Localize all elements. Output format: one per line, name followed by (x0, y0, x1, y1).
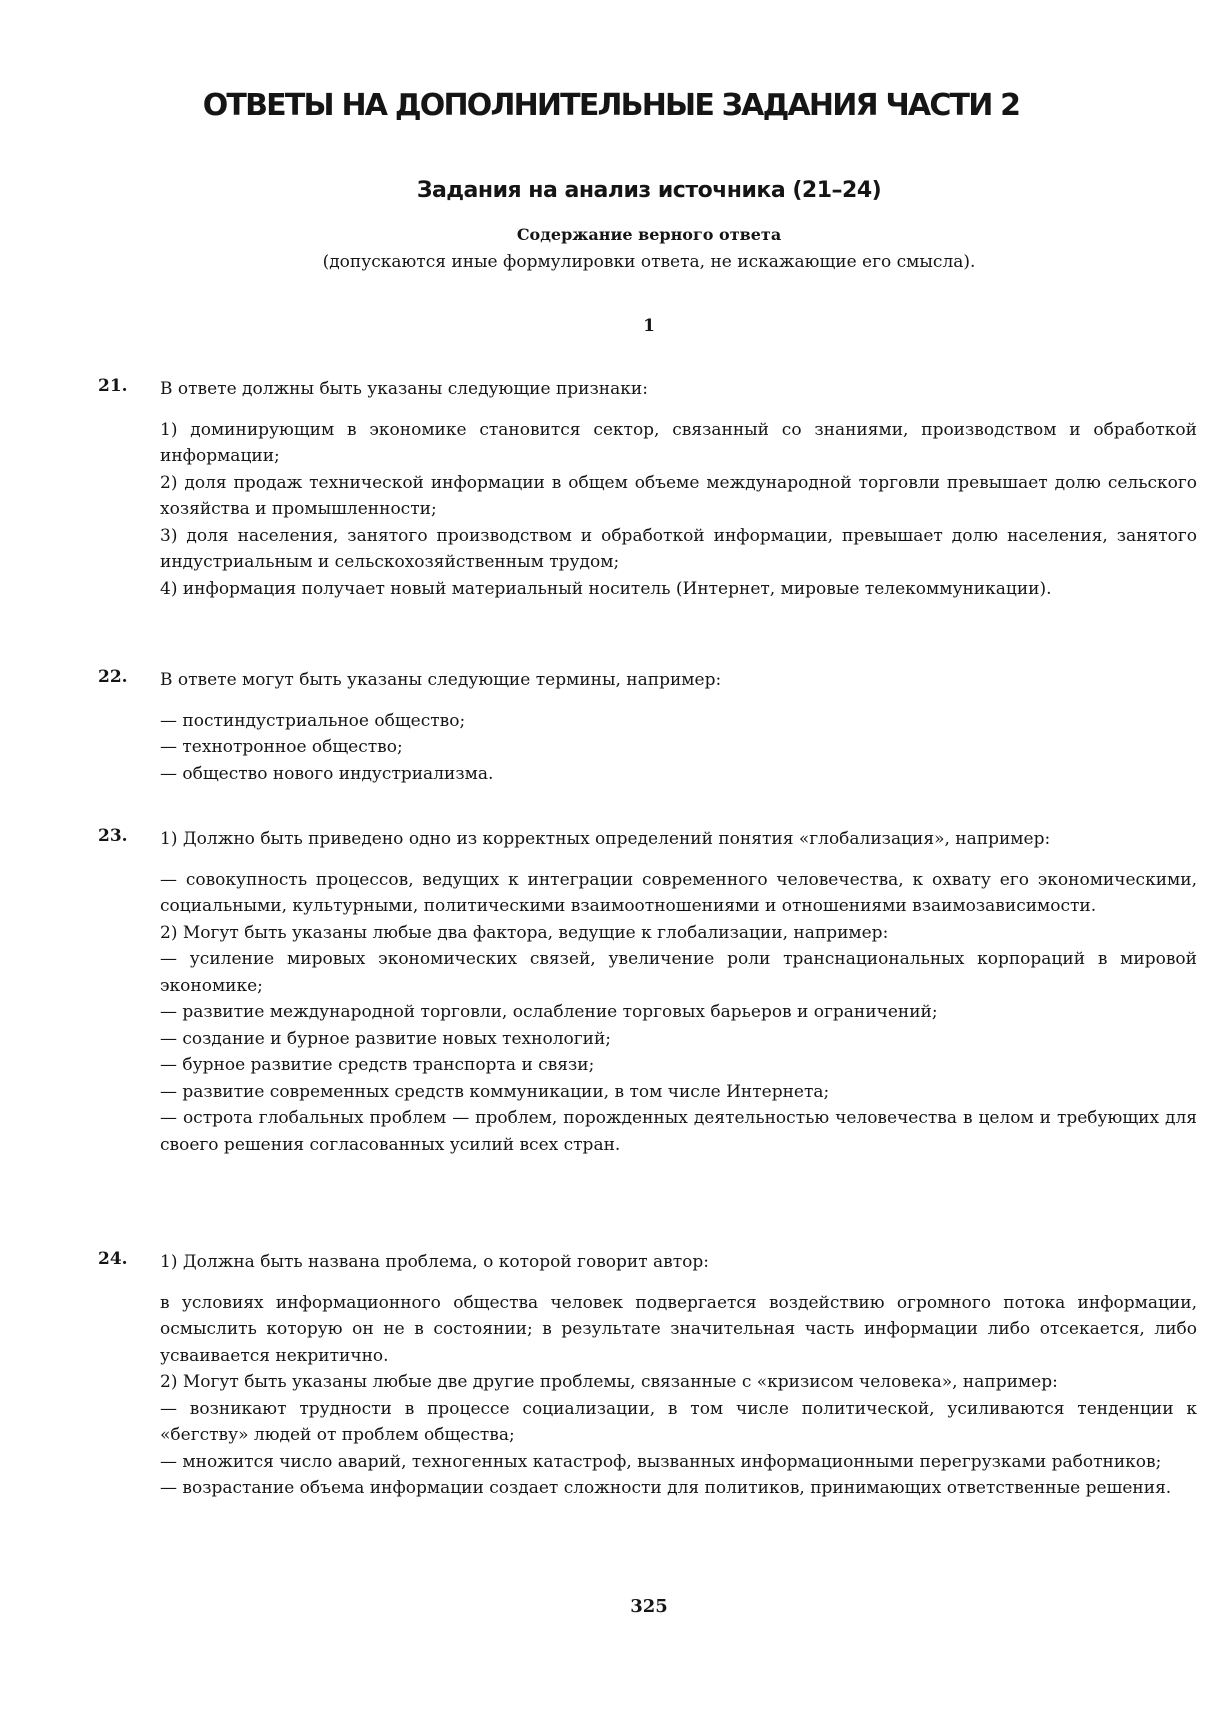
answer-line: 1) Должно быть приведено одно из корректных определений понятия «глобализация», например: (160, 829, 1051, 849)
answer-line: — бурное развитие средств транспорта и связи; (160, 1055, 595, 1075)
answer-line: в условиях информационного общества человек подвергается воздействию огромного потока информации, осмыслить которую он не в состоянии; в результате значительная часть информации либо отсекается, либо усваивается некритично. (160, 1292, 1197, 1366)
question-number-23: 23. (98, 826, 128, 846)
page-number: 325 (630, 1596, 668, 1617)
answer-line: — множится число аварий, техногенных катастроф, вызванных информационными перегрузками работников; (160, 1451, 1162, 1472)
answer-line: 2) Могут быть указаны любые две другие проблемы, связанные с «кризисом человека», например: (160, 1372, 1058, 1392)
answer-line: В ответе должны быть указаны следующие признаки: (160, 379, 648, 399)
answer-22 (160, 667, 1197, 787)
answer-24 (160, 1249, 1197, 1502)
section-subtitle: Задания на анализ источника (21–24) (416, 178, 882, 203)
answer-line: — усиление мировых экономических связей, увеличение роли транснациональных корпораций в мировой экономике; (160, 949, 1197, 996)
answer-line: — создание и бурное развитие новых технологий; (160, 1028, 612, 1049)
variant-number: 1 (643, 316, 655, 336)
answer-line: В ответе могут быть указаны следующие термины, например: (160, 670, 722, 690)
answer-line: — развитие международной торговли, ослабление торговых барьеров и ограничений; (160, 1002, 938, 1022)
answer-line: 2) доля продаж технической информации в общем объеме международной торговли превышает долю сельского хозяйства и промышленности; (160, 472, 1197, 519)
answer-line: — общество нового индустриализма. (160, 763, 494, 784)
answer-21 (160, 376, 1197, 602)
answer-line: 1) Должна быть названа проблема, о которой говорит автор: (160, 1252, 709, 1272)
question-number-22: 22. (98, 667, 128, 687)
content-title: Содержание верного ответа (516, 225, 782, 244)
answer-line: — острота глобальных проблем — проблем, порожденных деятельностью человечества в целом и требующих для своего решения согласованных усилий всех стран. (160, 1108, 1197, 1155)
answer-line: 1) доминирующим в экономике становится сектор, связанный со знаниями, производством и обработкой информации; (160, 419, 1197, 466)
answer-line: — возрастание объема информации создает сложности для политиков, принимающих ответственные решения. (160, 1478, 1172, 1498)
content-note: (допускаются иные формулировки ответа, не искажающие его смысла). (322, 252, 976, 272)
answer-line: 2) Могут быть указаны любые два фактора, ведущие к глобализации, например: (160, 922, 889, 943)
page-title: ОТВЕТЫ НА ДОПОЛНИТЕЛЬНЫЕ ЗАДАНИЯ ЧАСТИ 2 (202, 88, 1020, 123)
answer-23 (160, 826, 1197, 1158)
answer-line: — совокупность процессов, ведущих к интеграции современного человечества, к охвату его экономическими, социальными, культурными, политическими взаимоотношениями и отношениями взаимозависимости. (160, 869, 1197, 916)
answer-line: — технотронное общество; (160, 737, 403, 757)
question-number-21: 21. (98, 376, 128, 396)
question-number-24: 24. (98, 1249, 128, 1269)
answer-line: — постиндустриальное общество; (160, 710, 466, 731)
answer-line: 4) информация получает новый материальный носитель (Интернет, мировые телекоммуникации). (160, 578, 1052, 599)
answer-line: — развитие современных средств коммуникации, в том числе Интернета; (160, 1081, 830, 1102)
answer-line: — возникают трудности в процессе социализации, в том числе политической, усиливаются тенденции к «бегству» людей от проблем общества; (160, 1398, 1197, 1445)
answer-line: 3) доля населения, занятого производством и обработкой информации, превышает долю населения, занятого индустриальным и сельскохозяйственным трудом; (160, 525, 1197, 572)
